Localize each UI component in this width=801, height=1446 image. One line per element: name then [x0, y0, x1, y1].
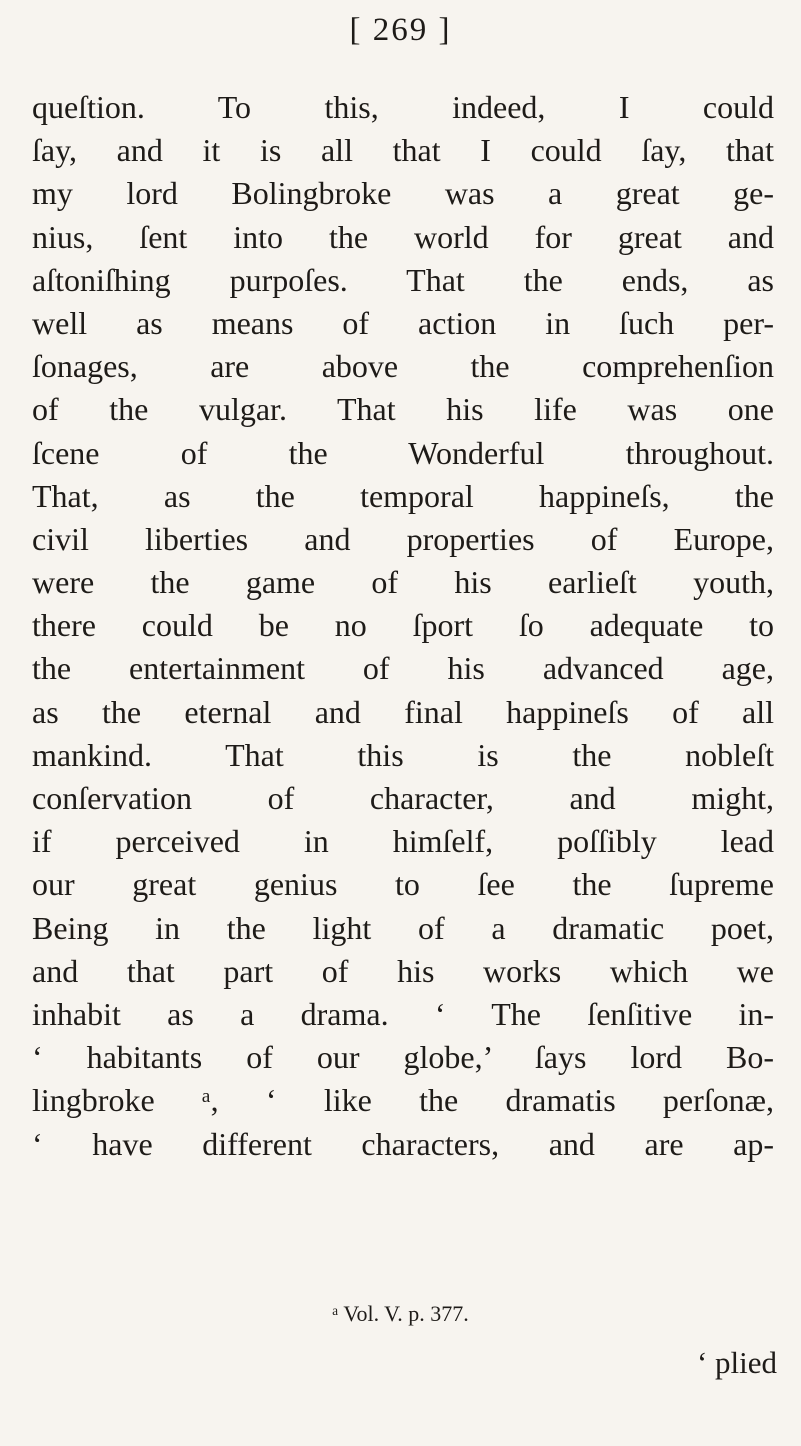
body-text	[32, 86, 774, 1166]
text-line: were the game of his earlieſt youth,	[32, 564, 774, 601]
text-line: my lord Bolingbroke was a great ge-	[32, 175, 774, 212]
text-line: the entertainment of his advanced age,	[32, 650, 774, 687]
text-line: lingbroke ᵃ, ‘ like the dramatis perſonæ,	[32, 1082, 774, 1119]
text-line: ſcene of the Wonderful throughout.	[32, 434, 774, 471]
text-line: if perceived in himſelf, poſſibly lead	[32, 823, 774, 860]
text-line: Being in the light of a dramatic poet,	[32, 909, 774, 946]
text-line: That, as the temporal happineſs, the	[32, 477, 774, 514]
text-line: mankind. That this is the nobleſt	[32, 736, 774, 773]
text-line: ſay, and it is all that I could ſay, that	[32, 132, 774, 169]
text-line: as the eternal and final happineſs of all	[32, 693, 774, 730]
text-line: civil liberties and properties of Europe,	[32, 520, 774, 557]
text-line: inhabit as a drama. ‘ The ſenſitive in-	[32, 995, 774, 1032]
footnote: ᵃ Vol. V. p. 377.	[332, 1301, 469, 1326]
text-line: ‘ habitants of our globe,’ ſays lord Bo-	[32, 1039, 774, 1076]
text-line: aſtoniſhing purpoſes. That the ends, as	[32, 261, 774, 298]
text-line: ſonages, are above the comprehenſion	[32, 348, 774, 385]
text-line: conſervation of character, and might,	[32, 780, 774, 816]
page-number: [ 269 ]	[349, 12, 452, 48]
text-line: of the vulgar. That his life was one	[32, 391, 774, 428]
text-line: well as means of action in ſuch per-	[32, 304, 774, 341]
text-line: nius, ſent into the world for great and	[32, 218, 774, 255]
catchword: ‘ plied	[696, 1345, 777, 1380]
text-line: and that part of his works which we	[32, 952, 774, 989]
text-line: ‘ have different characters, and are ap-	[32, 1125, 774, 1162]
text-line: our great genius to ſee the ſupreme	[32, 866, 774, 903]
text-line: there could be no ſport ſo adequate to	[32, 607, 774, 644]
text-line: queſtion. To this, indeed, I could	[32, 89, 774, 125]
